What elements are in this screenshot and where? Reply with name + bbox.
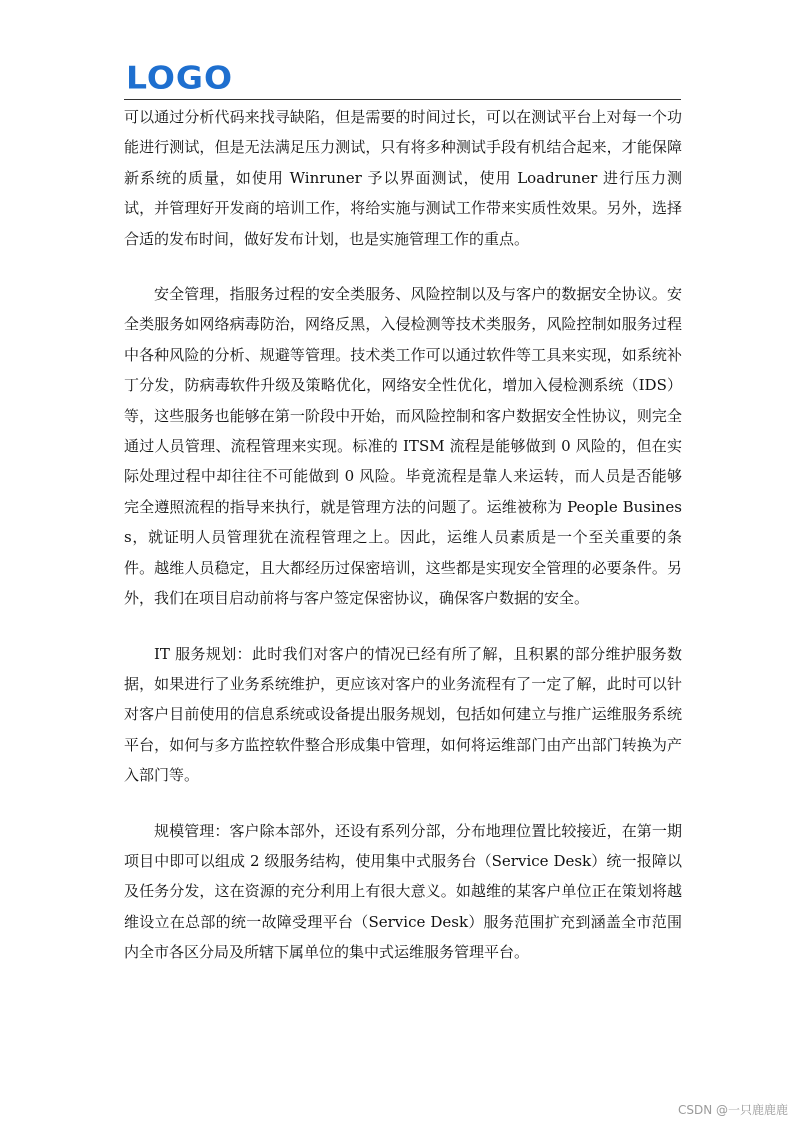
paragraph-it-service-planning: IT 服务规划：此时我们对客户的情况已经有所了解，且积累的部分维护服务数据，如果进行了业务系统维护，更应该对客户的业务流程有了一定了解，此时可以针对客户目前使用的信息系统或设备提出服务规划，包括如何建立与推广运维服务系统平台，如何与多方监控软件整合形成集中管理，如何将运维部门由产出部门转换为产入部门等。	[124, 644, 682, 785]
header-divider	[124, 99, 681, 100]
paragraph-security-management: 安全管理，指服务过程的安全类服务、风险控制以及与客户的数据安全协议。安全类服务如网络病毒防治，网络反黑，入侵检测等技术类服务，风险控制如服务过程中各种风险的分析、规避等管理。技术类工作可以通过软件等工具来实现，如系统补丁分发，防病毒软件升级及策略优化，网络安全性优化，增加入侵检测系统（IDS）等，这些服务也能够在第一阶段中开始，而风险控制和客户数据安全性协议，则完全通过人员管理、流程管理来实现。标准的 ITSM 流程是能够做到 0 风险的，但在实际处理过程中却往往不可能做到 0 风险。毕竟流程是靠人来运转，而人员是否能够完全遵照流程的指导来执行，就是管理方法的问题了。运维被称为 People Business，就证明人员管理犹在流程管理之上。因此，运维人员素质是一个至关重要的条件。越维人员稳定，且大都经历过保密培训，这些都是实现安全管理的必要条件。另外，我们在项目启动前将与客户签定保密协议，确保客户数据的安全。	[124, 285, 682, 608]
paragraph-testing-continued: 可以通过分析代码来找寻缺陷，但是需要的时间过长，可以在测试平台上对每一个功能进行测试，但是无法满足压力测试，只有将多种测试手段有机结合起来，才能保障新系统的质量，如使用 Winruner 予以界面测试，使用 Loadruner 进行压力测试，并管理好开发商的培训工作，将给实施与测试工作带来实质性效果。另外，选择合适的发布时间，做好发布计划，也是实施管理工作的重点。	[124, 108, 682, 248]
watermark: CSDN @一只鹿鹿鹿	[677, 1103, 788, 1117]
logo: LOGO	[126, 59, 234, 97]
paragraph-scale-management: 规模管理：客户除本部外，还设有系列分部，分布地理位置比较接近，在第一期项目中即可以组成 2 级服务结构，使用集中式服务台（Service Desk）统一报障以及任务分发，这在资源的充分利用上有很大意义。如越维的某客户单位正在策划将越维设立在总部的统一故障受理平台（Service Desk）服务范围扩充到涵盖全市范围内全市各区分局及所辖下属单位的集中式运维服务管理平台。	[124, 821, 682, 962]
body-text	[124, 102, 682, 993]
